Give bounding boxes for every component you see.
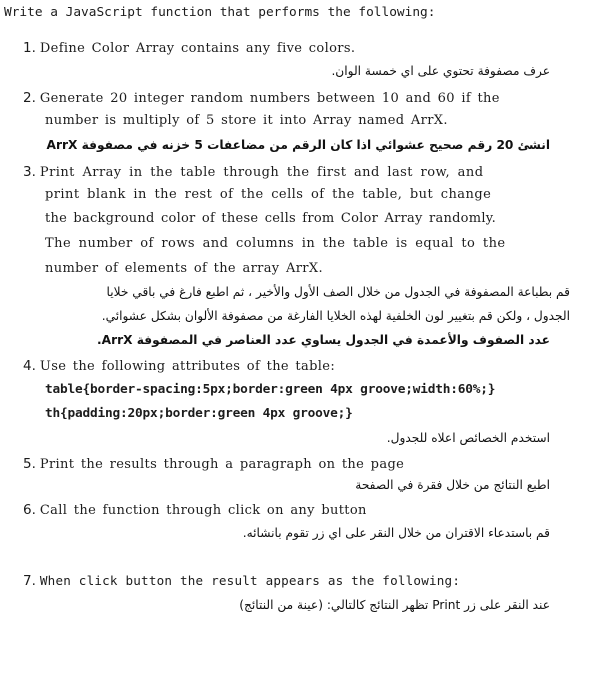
item-6 — [23, 501, 367, 519]
item-2-arabic: انشئ 20 رقم صحيح عشوائي اذا كان الرقم من مضاعفات 5 خزنه في مصفوفة ArrX — [46, 138, 550, 152]
item-1-arabic: عرف مصفوفة تحتوي على اي خمسة الوان. — [331, 64, 550, 78]
item-7 — [23, 572, 460, 590]
item-1 — [23, 39, 355, 57]
item-4-text: Use the following attributes of the table: — [39, 359, 336, 374]
item-3 — [23, 163, 483, 181]
item-6-text: Call the function through click on any button — [39, 503, 367, 518]
item-7-number: 7. — [23, 573, 36, 589]
item-6-arabic: قم باستدعاء الاقتران من خلال النقر على اي زر تقوم بانشائه. — [242, 526, 550, 540]
item-3-text-line-2: print blank in the rest of the cells of the table, but change — [45, 187, 492, 202]
item-4-code-line-2: th{padding:20px;border:green 4px groove;} — [45, 406, 353, 421]
item-3-arabic-line-3: عدد الصفوف والأعمدة في الجدول يساوي عدد العناصر في المصفوفة ArrX. — [97, 333, 550, 347]
item-7-arabic: عند النقر على زر Print تظهر النتائج كالتالي: (عينة من النتائج) — [239, 598, 550, 612]
item-5-number: 5. — [23, 456, 36, 472]
item-5-text: Print the results through a paragraph on the page — [39, 457, 405, 472]
item-2 — [23, 89, 500, 107]
item-4-arabic: استخدم الخصائص اعلاه للجدول. — [386, 431, 550, 445]
item-3-text-line-4: The number of rows and columns in the table is equal to the — [45, 236, 506, 251]
item-2-text-line-1: Generate 20 integer random numbers between 10 and 60 if the — [39, 91, 500, 106]
item-3-text-line-1: Print Array in the table through the first and last row, and — [39, 165, 484, 180]
item-7-text: When click button the result appears as the following: — [39, 573, 461, 588]
item-1-text: Define Color Array contains any five colors. — [39, 41, 356, 56]
item-5-arabic: اطبع النتائج من خلال فقرة في الصفحة — [355, 478, 550, 492]
item-1-number: 1. — [23, 40, 36, 56]
item-2-text-line-2: number is multiply of 5 store it into Array named ArrX. — [45, 113, 448, 128]
item-4-code-line-1: table{border-spacing:5px;border:green 4px groove;width:60%;} — [45, 382, 496, 397]
item-6-number: 6. — [23, 502, 36, 518]
item-3-arabic-line-1: قم بطباعة المصفوفة في الجدول من خلال الصف الأول والأخير ، ثم اطبع فارغ في باقي خلايا — [106, 285, 570, 299]
item-4-number: 4. — [23, 358, 36, 374]
intro-text: Write a JavaScript function that performs the following: — [4, 5, 436, 20]
item-5 — [23, 455, 404, 473]
item-2-number: 2. — [23, 90, 36, 106]
item-3-text-line-5: number of elements of the array ArrX. — [45, 261, 323, 276]
item-3-number: 3. — [23, 164, 36, 180]
item-3-text-line-3: the background color of these cells from Color Array randomly. — [45, 211, 496, 226]
item-4 — [23, 357, 335, 375]
item-3-arabic-line-2: الجدول ، ولكن قم بتغيير لون الخلفية لهذه الخلايا الفارغة من مصفوفة الألوان بشكل عشوائي. — [101, 309, 570, 323]
